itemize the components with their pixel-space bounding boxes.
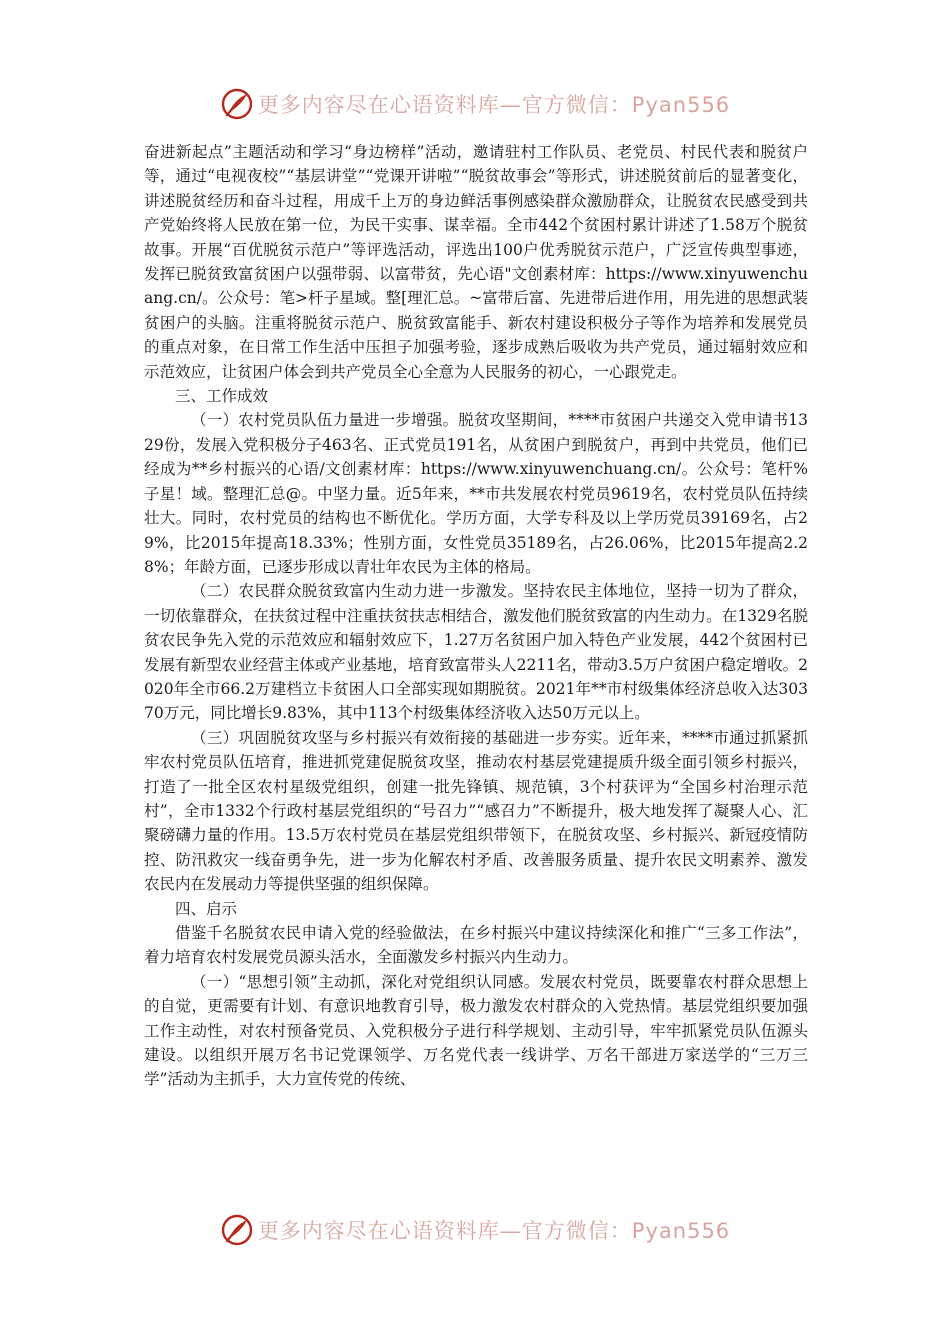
footer-watermark-banner [0,1210,950,1250]
document-body [144,140,808,1092]
body-paragraph: 借鉴千名脱贫农民申请入党的经验做法，在乡村振兴中建议持续深化和推广“三多工作法”，着力培育农村发展党员源头活水，全面激发乡村振兴内生动力。 [144,924,808,967]
header-watermark-banner [0,84,950,124]
section-heading: 四、启示 [175,899,238,918]
header-watermark-text: 更多内容尽在心语资料库—官方微信：Pyan556 [257,93,731,117]
quill-logo-icon [220,1213,254,1247]
body-paragraph: （一）农村党员队伍力量进一步增强。脱贫攻坚期间，****市贫困户共递交入党申请书1329份，发展入党积极分子463名、正式党员191名，从贫困户到脱贫户，再到中共党员，他们已经成为**乡村振兴的心语/文创素材库：https://www.xinyuwenchuang.cn/。公众号：笔杆%子星！域。整理汇总@。中坚力量。近5年来，**市共发展农村党员9619名，农村党员队伍持续壮大。同时，农村党员的结构也不断优化。学历方面，大学专科及以上学历党员39169名，占29%，比2015年提高18.33%；性别方面，女性党员35189名，占26.06%，比2015年提高2.28%；年龄方面，已逐步形成以青壮年农民为主体的格局。 [144,411,808,576]
footer-watermark-text: 更多内容尽在心语资料库—官方微信：Pyan556 [257,1219,731,1243]
body-paragraph: （一）“思想引领”主动抓，深化对党组织认同感。发展农村党员，既要靠农村群众思想上的自觉，更需要有计划、有意识地教育引导，极力激发农村群众的入党热情。基层党组织要加强工作主动性，对农村预备党员、入党积极分子进行科学规划、主动引导，牢牢抓紧党员队伍源头建设。以组织开展万名书记党课领学、万名党代表一线讲学、万名干部进万家送学的“三万三学”活动为主抓手，大力宣传党的传统、 [144,972,808,1089]
section-heading: 三、工作成效 [175,387,269,406]
quill-logo-icon [220,87,254,121]
body-paragraph: （二）农民群众脱贫致富内生动力进一步激发。坚持农民主体地位，坚持一切为了群众，一切依靠群众，在扶贫过程中注重扶贫扶志相结合，激发他们脱贫致富的内生动力。在1329名脱贫农民争先入党的示范效应和辐射效应下，1.27万名贫困户加入特色产业发展，442个贫困村已发展有新型农业经营主体或产业基地，培育致富带头人2211名，带动3.5万户贫困户稳定增收。2020年全市66.2万建档立卡贫困人口全部实现如期脱贫。2021年**市村级集体经济总收入达30370万元，同比增长9.83%，其中113个村级集体经济收入达50万元以上。 [144,582,808,723]
body-paragraph: （三）巩固脱贫攻坚与乡村振兴有效衔接的基础进一步夯实。近年来，****市通过抓紧抓牢农村党员队伍培育，推进抓党建促脱贫攻坚，推动农村基层党建提质升级全面引领乡村振兴，打造了一批全区农村星级党组织，创建一批先锋镇、规范镇，3个村获评为“全国乡村治理示范村”，全市1332个行政村基层党组织的“号召力”“感召力”不断提升，极大地发挥了凝聚人心、汇聚磅礴力量的作用。13.5万农村党员在基层党组织带领下，在脱贫攻坚、乡村振兴、新冠疫情防控、防汛救灾一线奋勇争先，进一步为化解农村矛盾、改善服务质量、提升农民文明素养、激发农民内在发展动力等提供坚强的组织保障。 [144,728,808,894]
body-paragraph: 奋进新起点”主题活动和学习“身边榜样”活动，邀请驻村工作队员、老党员、村民代表和脱贫户等，通过“电视夜校”“基层讲堂”“党课开讲啦”“脱贫故事会”等形式，讲述脱贫前后的显著变化，讲述脱贫经历和奋斗过程，用成千上万的身边鲜活事例感染群众激励群众，让脱贫农民感受到共产党始终将人民放在第一位，为民干实事、谋幸福。全市442个贫困村累计讲述了1.58万个脱贫故事。开展“百优脱贫示范户”等评选活动，评选出100户优秀脱贫示范户，广泛宣传典型事迹，发挥已脱贫致富贫困户以强带弱、以富带贫，先心语"文创素材库：https://www.xinyuwenchuang.cn/。公众号：笔>杆子星域。整[理汇总。~富带后富、先进带后进作用，用先进的思想武装贫困户的头脑。注重将脱贫示范户、脱贫致富能手、新农村建设积极分子等作为培养和发展党员的重点对象，在日常工作生活中压担子加强考验，逐步成熟后吸收为共产党员，通过辐射效应和示范效应，让贫困户体会到共产党员全心全意为人民服务的初心，一心跟党走。 [144,143,808,381]
